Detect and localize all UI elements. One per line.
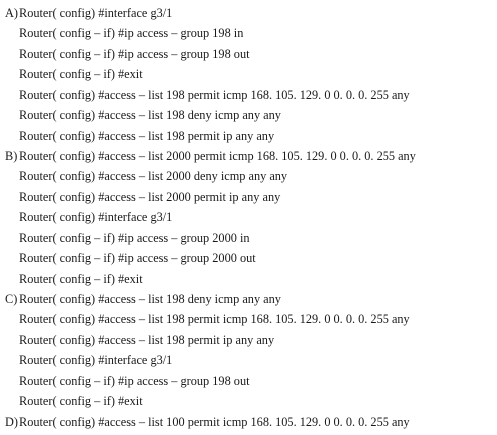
option-b-command-4: Router( config) #interface g3/1 — [19, 210, 173, 225]
option-c-label: C) — [5, 292, 18, 306]
option-a-command-7: Router( config) #access – list 198 permit ip any any — [19, 128, 275, 143]
option-b-command-1: Router( config) #access – list 2000 permit icmp 168. 105. 129. 0 0. 0. 0. 255 any — [19, 149, 416, 163]
option-a-line-1 — [5, 3, 172, 23]
option-b-label: B) — [5, 149, 18, 163]
option-c-command-6: Router( config – if) #exit — [19, 394, 143, 409]
option-a-command-5: Router( config) #access – list 198 permit icmp 168. 105. 129. 0 0. 0. 0. 255 any — [19, 87, 410, 102]
option-a-command-2: Router( config – if) #ip access – group 198 in — [19, 26, 244, 41]
option-b-command-5: Router( config – if) #ip access – group 2000 in — [19, 230, 250, 245]
option-a-label: A) — [5, 6, 18, 20]
option-a-command-6: Router( config) #access – list 198 deny icmp any any — [19, 108, 281, 123]
option-c-command-4: Router( config) #interface g3/1 — [19, 353, 173, 368]
option-c-command-2: Router( config) #access – list 198 permit icmp 168. 105. 129. 0 0. 0. 0. 255 any — [19, 312, 410, 327]
option-c-command-5: Router( config – if) #ip access – group 198 out — [19, 373, 250, 388]
option-d-label: D) — [5, 414, 18, 429]
option-d-command-1: Router( config) #access – list 100 permit icmp 168. 105. 129. 0 0. 0. 0. 255 any — [19, 414, 410, 429]
option-b-command-6: Router( config – if) #ip access – group 2000 out — [19, 251, 256, 266]
option-c-line-1 — [5, 289, 281, 309]
option-c-command-1: Router( config) #access – list 198 deny icmp any any — [19, 292, 281, 306]
option-a-command-3: Router( config – if) #ip access – group 198 out — [19, 46, 250, 61]
option-c-command-3: Router( config) #access – list 198 permit ip any any — [19, 332, 275, 347]
option-a-command-4: Router( config – if) #exit — [19, 67, 143, 82]
option-a-command-1: Router( config) #interface g3/1 — [19, 6, 173, 20]
option-d-line-1 — [5, 412, 410, 432]
option-b-command-3: Router( config) #access – list 2000 permit ip any any — [19, 189, 281, 204]
option-b-command-2: Router( config) #access – list 2000 deny icmp any any — [19, 169, 288, 184]
option-b-line-1 — [5, 146, 416, 166]
option-b-command-7: Router( config – if) #exit — [19, 271, 143, 286]
